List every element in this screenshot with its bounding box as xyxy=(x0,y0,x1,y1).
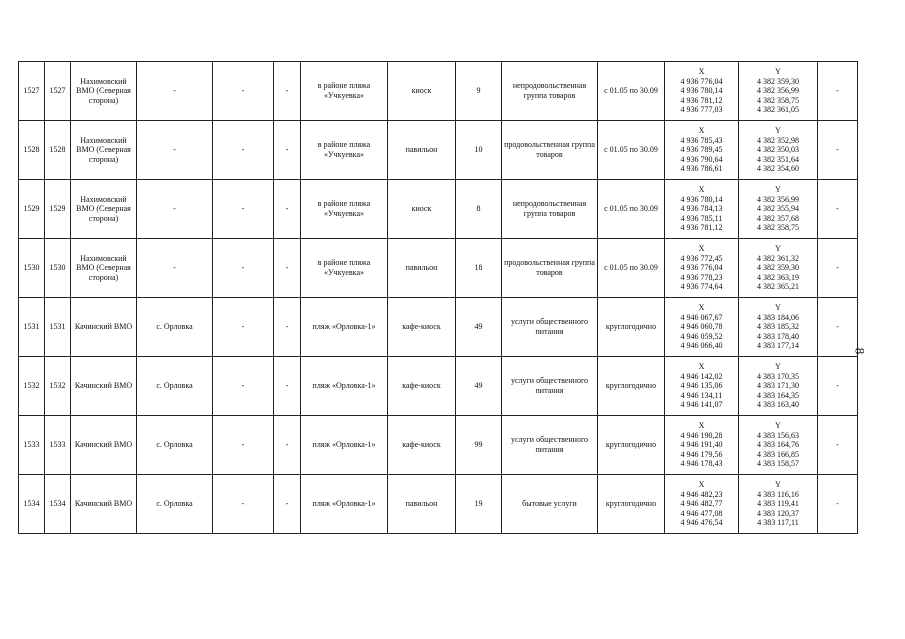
coord-x-cell xyxy=(665,475,739,534)
number-cell: - xyxy=(274,62,301,121)
coord-x-header: X xyxy=(698,185,705,195)
item-number: 1528 xyxy=(45,121,71,180)
place-cell: пляж «Орловка-1» xyxy=(301,475,388,534)
area-cell: 49 xyxy=(456,298,502,357)
table-row xyxy=(19,239,858,298)
item-number: 1532 xyxy=(45,357,71,416)
area-cell: 10 xyxy=(456,121,502,180)
coord-y-value: 4 383 170,35 xyxy=(757,371,799,381)
object-type-cell: кафе-киоск xyxy=(388,298,456,357)
record-number: 1533 xyxy=(19,416,45,475)
coord-y-value: 4 382 356,99 xyxy=(757,194,799,204)
locality-cell: - xyxy=(137,121,213,180)
coord-y-value: 4 382 358,75 xyxy=(757,223,799,233)
table-row xyxy=(19,416,858,475)
coord-y-value: 4 383 166,85 xyxy=(757,449,799,459)
area-cell: 8 xyxy=(456,180,502,239)
street-cell: - xyxy=(213,298,274,357)
coord-x-value: 4 936 778,23 xyxy=(680,272,723,282)
coord-x-value: 4 946 060,78 xyxy=(680,322,723,332)
place-cell: в районе пляжа «Учкуевка» xyxy=(301,62,388,121)
locality-cell: с. Орловка xyxy=(137,416,213,475)
coord-y-value: 4 383 185,32 xyxy=(757,322,799,332)
place-cell: в районе пляжа «Учкуевка» xyxy=(301,180,388,239)
coord-x-value: 4 936 774,64 xyxy=(680,282,723,292)
coord-y-header: Y xyxy=(775,244,781,254)
registry-table-body xyxy=(19,62,858,534)
table-row xyxy=(19,121,858,180)
note-cell: - xyxy=(818,62,858,121)
coord-y-value: 4 383 164,35 xyxy=(757,390,799,400)
coord-x-cell xyxy=(665,62,739,121)
number-cell: - xyxy=(274,475,301,534)
coord-x-cell xyxy=(665,357,739,416)
coord-y-value: 4 382 350,03 xyxy=(757,145,799,155)
record-number: 1529 xyxy=(19,180,45,239)
street-cell: - xyxy=(213,62,274,121)
locality-cell: - xyxy=(137,180,213,239)
coord-y-value: 4 383 117,11 xyxy=(757,518,799,528)
coord-y-value: 4 383 120,37 xyxy=(757,508,799,518)
coord-x-value: 4 936 781,12 xyxy=(680,223,723,233)
coord-x-value: 4 936 776,04 xyxy=(680,76,723,86)
place-cell: пляж «Орловка-1» xyxy=(301,416,388,475)
table-row xyxy=(19,62,858,121)
number-cell: - xyxy=(274,239,301,298)
item-number: 1533 xyxy=(45,416,71,475)
coord-y-value: 4 383 177,14 xyxy=(757,341,799,351)
place-cell: пляж «Орловка-1» xyxy=(301,298,388,357)
coord-x-value: 4 936 777,03 xyxy=(680,105,723,115)
coord-x-cell xyxy=(665,121,739,180)
area-cell: 19 xyxy=(456,475,502,534)
coord-x-header: X xyxy=(698,421,705,431)
coord-x-value: 4 936 784,13 xyxy=(680,204,723,214)
object-type-cell: павильон xyxy=(388,475,456,534)
coord-x-cell xyxy=(665,180,739,239)
district-cell: Качинский ВМО xyxy=(71,416,137,475)
street-cell: - xyxy=(213,416,274,475)
coord-x-header: X xyxy=(698,126,705,136)
coord-x-value: 4 946 482,77 xyxy=(680,499,723,509)
item-number: 1527 xyxy=(45,62,71,121)
district-cell: Нахимовский ВМО (Северная сторона) xyxy=(71,121,137,180)
number-cell: - xyxy=(274,121,301,180)
coord-y-header: Y xyxy=(775,480,781,490)
page-number: 8 xyxy=(852,347,868,355)
purpose-cell: бытовые услуги xyxy=(502,475,598,534)
purpose-cell: услуги общественного питания xyxy=(502,298,598,357)
note-cell: - xyxy=(818,180,858,239)
coord-y-value: 4 383 164,76 xyxy=(757,440,799,450)
area-cell: 18 xyxy=(456,239,502,298)
record-number: 1534 xyxy=(19,475,45,534)
coord-x-value: 4 936 785,11 xyxy=(680,213,723,223)
district-cell: Нахимовский ВМО (Северная сторона) xyxy=(71,239,137,298)
purpose-cell: непродовольственная группа товаров xyxy=(502,62,598,121)
object-type-cell: павильон xyxy=(388,239,456,298)
place-cell: пляж «Орловка-1» xyxy=(301,357,388,416)
number-cell: - xyxy=(274,298,301,357)
coord-y-cell xyxy=(739,239,818,298)
coord-y-value: 4 382 365,21 xyxy=(757,282,799,292)
item-number: 1531 xyxy=(45,298,71,357)
period-cell: с 01.05 по 30.09 xyxy=(598,239,665,298)
note-cell: - xyxy=(818,121,858,180)
district-cell: Нахимовский ВМО (Северная сторона) xyxy=(71,180,137,239)
coord-y-value: 4 382 359,30 xyxy=(757,76,799,86)
coord-x-value: 4 936 772,45 xyxy=(680,253,723,263)
coord-y-value: 4 382 355,94 xyxy=(757,204,799,214)
locality-cell: - xyxy=(137,239,213,298)
district-cell: Качинский ВМО xyxy=(71,298,137,357)
period-cell: с 01.05 по 30.09 xyxy=(598,180,665,239)
coord-y-header: Y xyxy=(775,362,781,372)
coord-y-value: 4 383 178,40 xyxy=(757,331,799,341)
object-type-cell: киоск xyxy=(388,180,456,239)
period-cell: круглогодично xyxy=(598,357,665,416)
purpose-cell: продовольственная группа товаров xyxy=(502,121,598,180)
coord-y-cell xyxy=(739,180,818,239)
item-number: 1530 xyxy=(45,239,71,298)
object-type-cell: кафе-киоск xyxy=(388,416,456,475)
coord-x-header: X xyxy=(698,303,705,313)
purpose-cell: услуги общественного питания xyxy=(502,357,598,416)
coord-x-value: 4 936 781,12 xyxy=(680,95,723,105)
coord-y-header: Y xyxy=(775,303,781,313)
coord-x-value: 4 946 066,40 xyxy=(680,341,723,351)
coord-x-value: 4 946 142,02 xyxy=(680,371,723,381)
street-cell: - xyxy=(213,239,274,298)
period-cell: круглогодично xyxy=(598,298,665,357)
coord-x-value: 4 936 790,64 xyxy=(680,154,723,164)
street-cell: - xyxy=(213,357,274,416)
coord-x-value: 4 946 135,06 xyxy=(680,381,723,391)
coord-y-value: 4 383 163,40 xyxy=(757,400,799,410)
coord-x-value: 4 946 059,52 xyxy=(680,331,723,341)
locality-cell: с. Орловка xyxy=(137,357,213,416)
coord-y-value: 4 382 352,98 xyxy=(757,135,799,145)
coord-x-header: X xyxy=(698,480,705,490)
table-row xyxy=(19,298,858,357)
note-cell: - xyxy=(818,298,858,357)
record-number: 1531 xyxy=(19,298,45,357)
district-cell: Качинский ВМО xyxy=(71,475,137,534)
coord-y-cell xyxy=(739,475,818,534)
coord-y-header: Y xyxy=(775,185,781,195)
object-type-cell: кафе-киоск xyxy=(388,357,456,416)
coord-x-cell xyxy=(665,239,739,298)
note-cell: - xyxy=(818,357,858,416)
area-cell: 9 xyxy=(456,62,502,121)
coord-x-value: 4 946 179,56 xyxy=(680,449,723,459)
coord-y-value: 4 383 116,16 xyxy=(757,489,799,499)
object-type-cell: киоск xyxy=(388,62,456,121)
coord-x-header: X xyxy=(698,67,705,77)
item-number: 1529 xyxy=(45,180,71,239)
coord-x-value: 4 946 178,43 xyxy=(680,459,723,469)
coord-x-value: 4 936 786,61 xyxy=(680,164,723,174)
coord-x-value: 4 946 134,11 xyxy=(680,390,723,400)
coord-y-value: 4 382 356,99 xyxy=(757,86,799,96)
coord-x-value: 4 936 789,45 xyxy=(680,145,723,155)
coord-y-value: 4 382 351,64 xyxy=(757,154,799,164)
street-cell: - xyxy=(213,180,274,239)
coord-x-value: 4 946 067,67 xyxy=(680,312,723,322)
coord-x-cell xyxy=(665,416,739,475)
object-type-cell: павильон xyxy=(388,121,456,180)
period-cell: с 01.05 по 30.09 xyxy=(598,121,665,180)
coord-y-value: 4 383 158,57 xyxy=(757,459,799,469)
period-cell: круглогодично xyxy=(598,416,665,475)
period-cell: с 01.05 по 30.09 xyxy=(598,62,665,121)
locality-cell: с. Орловка xyxy=(137,298,213,357)
coord-y-value: 4 383 156,63 xyxy=(757,430,799,440)
coord-y-cell xyxy=(739,298,818,357)
coord-y-value: 4 382 357,68 xyxy=(757,213,799,223)
coord-x-value: 4 946 191,40 xyxy=(680,440,723,450)
coord-y-cell xyxy=(739,416,818,475)
table-row xyxy=(19,357,858,416)
coord-x-value: 4 936 776,04 xyxy=(680,263,723,273)
coord-y-header: Y xyxy=(775,421,781,431)
number-cell: - xyxy=(274,180,301,239)
coord-x-value: 4 946 482,23 xyxy=(680,489,723,499)
locality-cell: с. Орловка xyxy=(137,475,213,534)
table-row xyxy=(19,180,858,239)
area-cell: 99 xyxy=(456,416,502,475)
record-number: 1527 xyxy=(19,62,45,121)
purpose-cell: продовольственная группа товаров xyxy=(502,239,598,298)
coord-y-cell xyxy=(739,121,818,180)
coord-x-value: 4 936 785,43 xyxy=(680,135,723,145)
coord-y-header: Y xyxy=(775,67,781,77)
street-cell: - xyxy=(213,121,274,180)
place-cell: в районе пляжа «Учкуевка» xyxy=(301,239,388,298)
coord-x-header: X xyxy=(698,244,705,254)
coord-y-cell xyxy=(739,62,818,121)
coord-y-value: 4 383 119,41 xyxy=(757,499,799,509)
table-row xyxy=(19,475,858,534)
coord-x-value: 4 936 780,14 xyxy=(680,86,723,96)
street-cell: - xyxy=(213,475,274,534)
coord-y-value: 4 382 361,05 xyxy=(757,105,799,115)
coord-x-value: 4 946 477,08 xyxy=(680,508,723,518)
coord-x-header: X xyxy=(698,362,705,372)
coord-y-value: 4 383 171,30 xyxy=(757,381,799,391)
number-cell: - xyxy=(274,357,301,416)
coord-y-value: 4 382 358,75 xyxy=(757,95,799,105)
coord-y-value: 4 383 184,06 xyxy=(757,312,799,322)
coord-y-value: 4 382 363,19 xyxy=(757,272,799,282)
coord-y-cell xyxy=(739,357,818,416)
note-cell: - xyxy=(818,475,858,534)
note-cell: - xyxy=(818,239,858,298)
area-cell: 49 xyxy=(456,357,502,416)
purpose-cell: непродовольственная группа товаров xyxy=(502,180,598,239)
coord-y-value: 4 382 361,32 xyxy=(757,253,799,263)
record-number: 1528 xyxy=(19,121,45,180)
coord-x-value: 4 946 141,07 xyxy=(680,400,723,410)
coord-y-value: 4 382 359,30 xyxy=(757,263,799,273)
purpose-cell: услуги общественного питания xyxy=(502,416,598,475)
number-cell: - xyxy=(274,416,301,475)
coord-x-value: 4 936 780,14 xyxy=(680,194,723,204)
coord-x-value: 4 946 476,54 xyxy=(680,518,723,528)
coord-x-cell xyxy=(665,298,739,357)
record-number: 1532 xyxy=(19,357,45,416)
coord-y-header: Y xyxy=(775,126,781,136)
registry-table xyxy=(18,61,858,534)
coord-y-value: 4 382 354,60 xyxy=(757,164,799,174)
locality-cell: - xyxy=(137,62,213,121)
coord-x-value: 4 946 190,28 xyxy=(680,430,723,440)
district-cell: Нахимовский ВМО (Северная сторона) xyxy=(71,62,137,121)
record-number: 1530 xyxy=(19,239,45,298)
district-cell: Качинский ВМО xyxy=(71,357,137,416)
place-cell: в районе пляжа «Учкуевка» xyxy=(301,121,388,180)
period-cell: круглогодично xyxy=(598,475,665,534)
item-number: 1534 xyxy=(45,475,71,534)
note-cell: - xyxy=(818,416,858,475)
